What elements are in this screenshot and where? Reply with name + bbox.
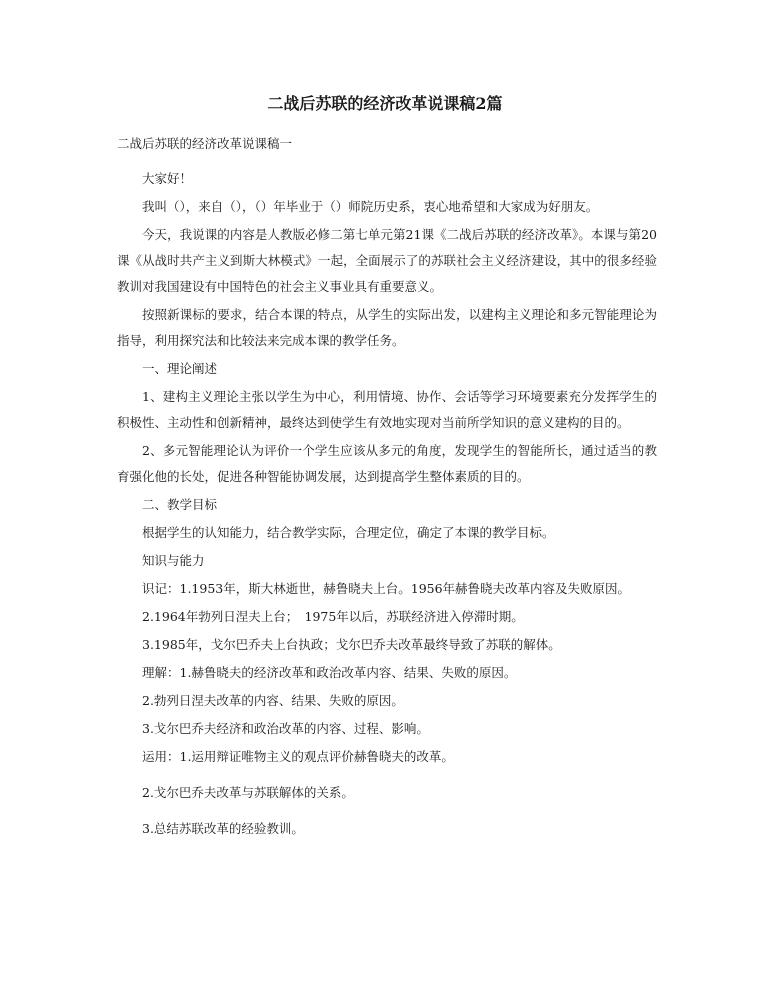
section-heading-goals: 二、教学目标: [142, 497, 218, 512]
section-heading-theory: 一、理论阐述: [142, 361, 218, 376]
apply-item-2: 2.戈尔巴乔夫改革与苏联解体的关系。: [142, 785, 354, 800]
document-title: 二战后苏联的经济改革说课稿2篇: [267, 94, 503, 113]
understand-item-3: 3.戈尔巴乔夫经济和政治改革的内容、过程、影响。: [142, 721, 429, 736]
understand-item-1: 理解：1.赫鲁晓夫的经济改革和政治改革内容、结果、失败的原因。: [142, 665, 517, 680]
goals-intro: 根据学生的认知能力，结合教学实际，合理定位，确定了本课的教学目标。: [142, 525, 555, 540]
document-body: [117, 166, 657, 842]
theory-point-2: 2、多元智能理论认为评价一个学生应该从多元的角度，发现学生的智能所长，通过适当的教育强化他的长处，促进各种智能协调发展，达到提高学生整体素质的目的。: [117, 443, 657, 484]
subheading-knowledge: 知识与能力: [142, 553, 205, 568]
memorize-item-2: 2.1964年勃列日涅夫上台； 1975年以后，苏联经济进入停滞时期。: [142, 609, 524, 624]
apply-item-1: 运用：1.运用辩证唯物主义的观点评价赫鲁晓夫的改革。: [142, 749, 454, 764]
apply-item-3: 3.总结苏联改革的经验教训。: [142, 821, 304, 836]
lesson-content-paragraph: 今天，我说课的内容是人教版必修二第七单元第21课《二战后苏联的经济改革》。本课与第20课《从战时共产主义到斯大林模式》一起，全面展示了的苏联社会主义经济建设，其中的很多经验教训对我国建设有中国特色的社会主义事业具有重要意义。: [117, 227, 657, 294]
method-paragraph: 按照新课标的要求，结合本课的特点，从学生的实际出发，以建构主义理论和多元智能理论为指导，利用探究法和比较法来完成本课的教学任务。: [117, 307, 657, 348]
document-subtitle: 二战后苏联的经济改革说课稿一: [117, 136, 293, 151]
understand-item-2: 2.勃列日涅夫改革的内容、结果、失败的原因。: [142, 693, 404, 708]
memorize-item-3: 3.1985年，戈尔巴乔夫上台执政；戈尔巴乔夫改革最终导致了苏联的解体。: [142, 637, 561, 652]
theory-point-1: 1、建构主义理论主张以学生为中心，利用情境、协作、会话等学习环境要素充分发挥学生的积极性、主动性和创新精神，最终达到使学生有效地实现对当前所学知识的意义建构的目的。: [117, 389, 657, 430]
self-intro-paragraph: 我叫（），来自（），（）年毕业于（）师院历史系，衷心地希望和大家成为好朋友。: [142, 199, 599, 214]
greeting-paragraph: 大家好！: [142, 171, 193, 186]
memorize-item-1: 识记：1.1953年，斯大林逝世，赫鲁晓夫上台。1956年赫鲁晓夫改革内容及失败原因。: [142, 581, 631, 596]
